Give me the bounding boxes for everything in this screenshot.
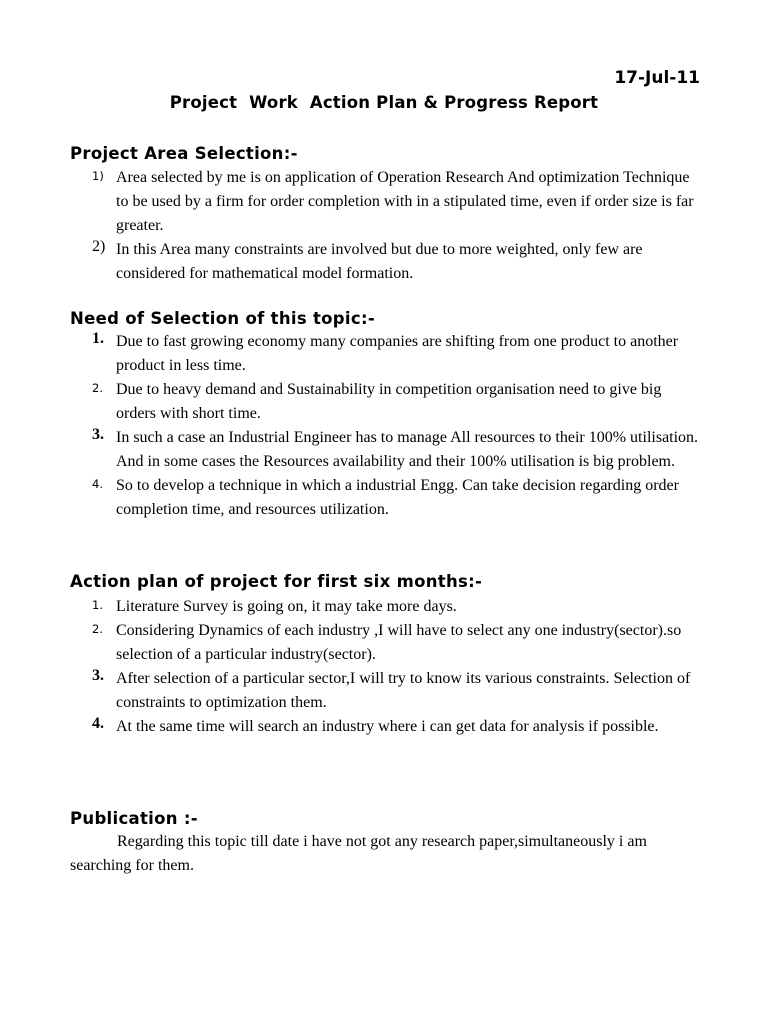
- item-number: 1): [92, 169, 104, 183]
- report-date: 17-Jul-11: [614, 68, 700, 88]
- list-item: [0, 619, 768, 667]
- item-number: 2.: [92, 622, 103, 636]
- item-number: 1.: [92, 598, 103, 612]
- list-project-area: [0, 166, 768, 286]
- item-text: In this Area many constraints are involved but due to more weighted, only few are considered for mathematical model formation.: [116, 241, 643, 282]
- publication-paragraph: Regarding this topic till date i have not got any research paper,simultaneously i am searching for them.: [70, 833, 647, 874]
- item-number: 2.: [92, 381, 103, 395]
- item-text: Considering Dynamics of each industry ,I will have to select any one industry(sector).so selection of a particular industry(sector).: [116, 622, 682, 663]
- list-item: [0, 238, 768, 286]
- list-item: [0, 595, 768, 619]
- heading-project-area: Project Area Selection:-: [70, 144, 298, 163]
- list-item: [0, 667, 768, 715]
- list-item: [0, 715, 768, 739]
- item-text: Due to heavy demand and Sustainability in competition organisation need to give big orders with short time.: [116, 381, 662, 422]
- item-text: In such a case an Industrial Engineer has to manage All resources to their 100% utilisation. And in some cases the Resources availability and their 100% utilisation is big problem.: [116, 429, 699, 470]
- item-number: 3.: [92, 667, 104, 684]
- list-item: [0, 474, 768, 522]
- item-text: Area selected by me is on application of Operation Research And optimization Technique to be used by a firm for order completion with in a stipulated time, even if order size is far greater.: [116, 169, 694, 234]
- heading-need-of-selection: Need of Selection of this topic:-: [70, 309, 376, 328]
- list-item: [0, 330, 768, 378]
- list-need-of-selection: [0, 330, 768, 522]
- list-item: [0, 378, 768, 426]
- item-text: At the same time will search an industry where i can get data for analysis if possible.: [116, 718, 659, 735]
- item-text: After selection of a particular sector,I will try to know its various constraints. Selection of constraints to optimization them.: [116, 670, 691, 711]
- list-action-plan: [0, 595, 768, 739]
- item-number: 3.: [92, 426, 104, 443]
- item-text: Due to fast growing economy many companies are shifting from one product to another product in less time.: [116, 333, 679, 374]
- report-title: Project Work Action Plan & Progress Report: [169, 93, 599, 112]
- list-item: [0, 166, 768, 238]
- item-number: 4.: [92, 715, 104, 732]
- item-text: Literature Survey is going on, it may take more days.: [116, 598, 457, 615]
- item-number: 1.: [92, 330, 104, 347]
- list-item: [0, 426, 768, 474]
- item-number: 2): [92, 238, 106, 255]
- heading-publication: Publication :-: [70, 809, 198, 828]
- item-number: 4.: [92, 477, 103, 491]
- heading-action-plan: Action plan of project for first six months:-: [70, 572, 483, 591]
- item-text: So to develop a technique in which a industrial Engg. Can take decision regarding order completion time, and resources utilization.: [116, 477, 679, 518]
